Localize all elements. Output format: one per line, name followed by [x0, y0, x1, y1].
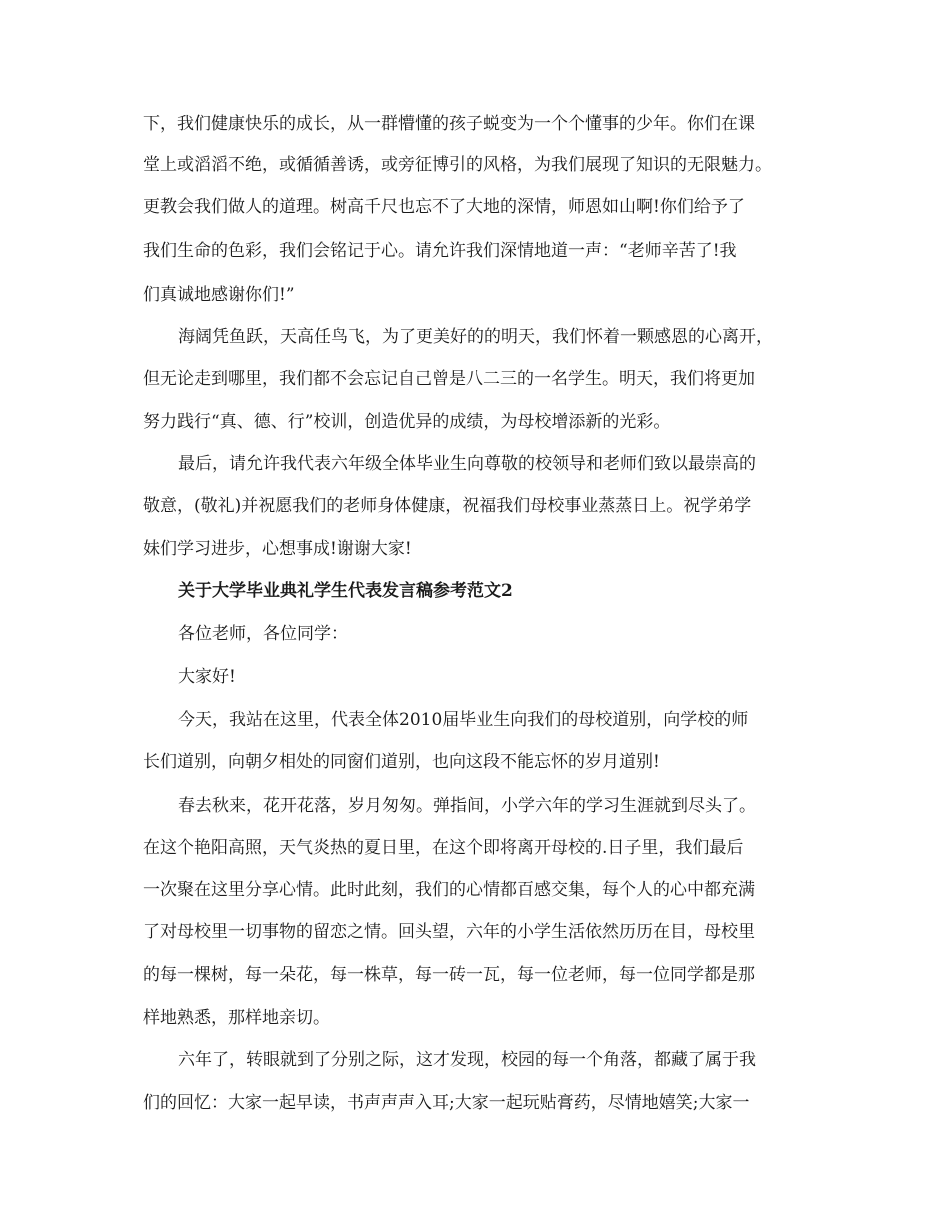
greeting: 大家好!: [178, 667, 236, 687]
paragraph-first-line: 六年了，转眼就到了分别之际，这才发现，校园的每一个角落，都藏了属于我: [178, 1050, 756, 1070]
text-line: 样地熟悉，那样地亲切。: [143, 1008, 330, 1028]
text-line: 在这个艳阳高照，天气炎热的夏日里，在这个即将离开母校的.日子里，我们最后: [143, 838, 744, 858]
section-heading: 关于大学毕业典礼学生代表发言稿参考范文2: [178, 581, 513, 601]
salutation: 各位老师，各位同学：: [178, 624, 348, 644]
text-line: 敬意，(敬礼)并祝愿我们的老师身体健康，祝福我们母校事业蒸蒸日上。祝学弟学: [143, 496, 752, 516]
text-line: 的每一棵树，每一朵花，每一株草，每一砖一瓦，每一位老师，每一位同学都是那: [143, 965, 755, 985]
paragraph-first-line: 春去秋来，花开花落，岁月匆匆。弹指间，小学六年的学习生涯就到尽头了。: [178, 796, 756, 816]
text-line: 长们道别，向朝夕相处的同窗们道别，也向这段不能忘怀的岁月道别!: [143, 752, 660, 772]
paragraph-first-line: 海阔凭鱼跃，天高任鸟飞，为了更美好的的明天，我们怀着一颗感恩的心离开，: [178, 327, 773, 347]
text-line: 但无论走到哪里，我们都不会忘记自己曾是八二三的一名学生。明天，我们将更加: [143, 369, 755, 389]
text-line: 努力践行“真、德、行”校训，创造优异的成绩，为母校增添新的光彩。: [143, 412, 671, 432]
text-line: 堂上或滔滔不绝，或循循善诱，或旁征博引的风格，为我们展现了知识的无限魅力。: [143, 155, 772, 175]
text-line: 下，我们健康快乐的成长，从一群懵懂的孩子蜕变为一个个懂事的少年。你们在课: [143, 114, 755, 134]
text-line: 了对母校里一切事物的留恋之情。回头望，六年的小学生活依然历历在目，母校里: [143, 922, 755, 942]
text-line: 们的回忆：大家一起早读，书声声声入耳;大家一起玩贴膏药，尽情地嬉笑;大家一: [143, 1093, 750, 1113]
paragraph-first-line: 最后，请允许我代表六年级全体毕业生向尊敬的校领导和老师们致以最崇高的: [178, 454, 756, 474]
text-line: 一次聚在这里分享心情。此时此刻，我们的心情都百感交集，每个人的心中都充满: [143, 880, 755, 900]
paragraph-first-line: 今天，我站在这里，代表全体2010届毕业生向我们的母校道别，向学校的师: [178, 710, 749, 730]
text-line: 更教会我们做人的道理。树高千尺也忘不了大地的深情，师恩如山啊!你们给予了: [143, 197, 745, 217]
text-line: 妹们学习进步，心想事成!谢谢大家!: [143, 539, 412, 559]
text-line: 们真诚地感谢你们!”: [143, 285, 295, 305]
text-line: 我们生命的色彩，我们会铭记于心。请允许我们深情地道一声：“老师辛苦了!我: [143, 241, 737, 261]
